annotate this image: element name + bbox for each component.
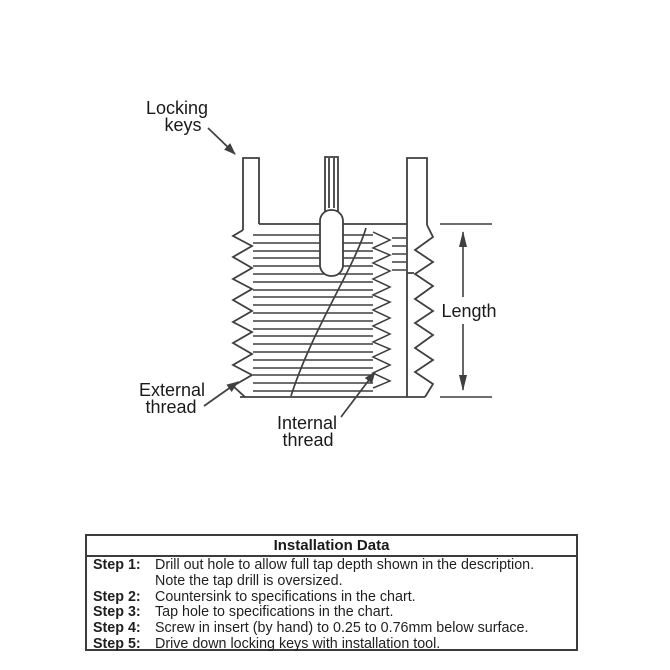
table-row-step4 <box>93 621 574 637</box>
table-row-step1 <box>93 558 574 574</box>
step3-text: Tap hole to specifications in the chart. <box>155 604 394 621</box>
step1-text-line2: Note the tap drill is oversized. <box>155 572 343 589</box>
table-row-step2 <box>93 590 574 606</box>
installation-data-table <box>85 534 578 651</box>
left-locking-key <box>243 158 259 230</box>
step5-label: Step 5: <box>93 635 141 652</box>
step3-label: Step 3: <box>93 604 141 621</box>
internal-thread-label-line1: Internal <box>276 413 338 433</box>
insert-body <box>233 157 433 397</box>
step4-text: Screw in insert (by hand) to 0.25 to 0.76mm below surface. <box>155 620 529 637</box>
left-external-thread <box>233 230 252 397</box>
external-thread-label-line1: External <box>138 380 206 400</box>
step1-text: Drill out hole to allow full tap depth shown in the description. <box>155 557 535 573</box>
length-label: Length <box>441 301 497 321</box>
step2-label: Step 2: <box>93 588 141 605</box>
step1-label: Step 1: <box>93 557 141 573</box>
table-row-step3 <box>93 605 574 621</box>
internal-thread-label-line2: thread <box>282 430 334 450</box>
leader-arrows <box>204 128 375 417</box>
locking-keys-label-line1: Locking <box>145 98 209 118</box>
right-external-thread <box>415 225 433 397</box>
table-row-step1-cont <box>93 574 574 590</box>
step5-text: Drive down locking keys with installation tool. <box>155 635 441 652</box>
table-body <box>87 557 576 653</box>
internal-thread-profile <box>373 232 390 388</box>
internal-thread-leader-arrow <box>341 372 375 417</box>
step1-label-spacer <box>93 574 155 590</box>
external-thread-leader-arrow <box>204 382 238 406</box>
center-locking-key <box>325 157 338 212</box>
center-key-capsule <box>320 210 343 276</box>
table-row-step5 <box>93 637 574 653</box>
external-thread-label-line2: thread <box>145 397 197 417</box>
locking-keys-label-line2: keys <box>164 115 202 135</box>
locking-keys-leader-arrow <box>208 128 235 154</box>
right-locking-key <box>407 158 427 397</box>
step4-label: Step 4: <box>93 620 141 637</box>
step2-text: Countersink to specifications in the chart. <box>155 588 416 605</box>
table-title: Installation Data <box>87 536 576 557</box>
